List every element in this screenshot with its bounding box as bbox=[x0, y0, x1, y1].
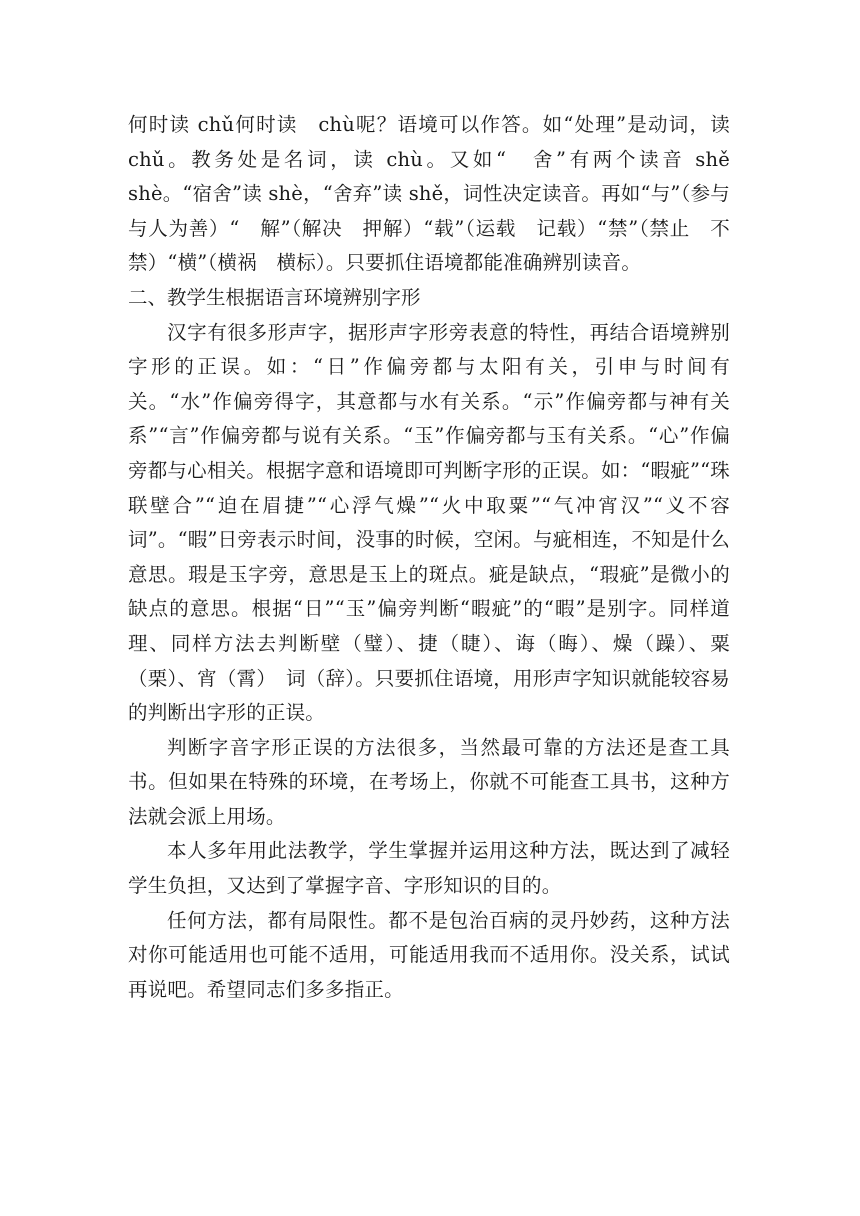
paragraph-teaching-experience: 本人多年用此法教学，学生掌握并运用这种方法，既达到了减轻学生负担，又达到了掌握字音、字形知识的目的。 bbox=[128, 839, 730, 898]
document-page bbox=[128, 108, 750, 1007]
paragraph-reference-tools: 判断字音字形正误的方法很多，当然最可靠的方法还是查工具书。但如果在特殊的环境，在考场上，你就不可能查工具书，这种方法就会派上用场。 bbox=[128, 735, 730, 828]
paragraph-pronunciation-context: 何时读 chǔ何时读 chù呢？语境可以作答。如“处理”是动词，读chǔ。教务处是名词，读 chù。又如“ 舍”有两个读音 shě shè。“宿舍”读 shè，“舍弃”读 shě，词性决定读音。再如“与”（参与 与人为善）“ 解”（解决 押解）“载”（运载 记载）“禁”（禁止 不禁）“横”（横祸 横标）。只要抓住语境都能准确辨别读音。 bbox=[128, 113, 750, 275]
paragraph-limitations: 任何方法，都有局限性。都不是包治百病的灵丹妙药，这种方法对你可能适用也可能不适用，可能适用我而不适用你。没关系，试试再说吧。希望同志们多多指正。 bbox=[128, 908, 730, 1001]
section-heading-glyph-context: 二、教学生根据语言环境辨别字形 bbox=[128, 285, 421, 309]
paragraph-phonetic-radicals: 汉字有很多形声字，据形声字形旁表意的特性，再结合语境辨别字形的正误。如：“日”作偏旁都与太阳有关，引申与时间有关。“水”作偏旁得字，其意都与水有关系。“示”作偏旁都与神有关系”“言”作偏旁都与说有关系。“玉”作偏旁都与玉有关系。“心”作偏旁都与心相关。根据字意和语境即可判断字形的正误。如：“暇疵”“珠联壁合”“迫在眉捷”“心浮气燥”“火中取粟”“气冲宵汉”“义不容词”。“暇”日旁表示时间，没事的时候，空闲。与疵相连，不知是什么意思。瑕是玉字旁，意思是玉上的斑点。疵是缺点，“瑕疵”是微小的缺点的意思。根据“日”“玉”偏旁判断“暇疵”的“暇”是别字。同样道理、同样方法去判断壁（璧）、捷（睫）、诲（晦）、燥（躁）、粟（栗）、宵（霄） 词（辞）。只要抓住语境，用形声字知识就能较容易的判断出字形的正误。 bbox=[128, 320, 730, 725]
